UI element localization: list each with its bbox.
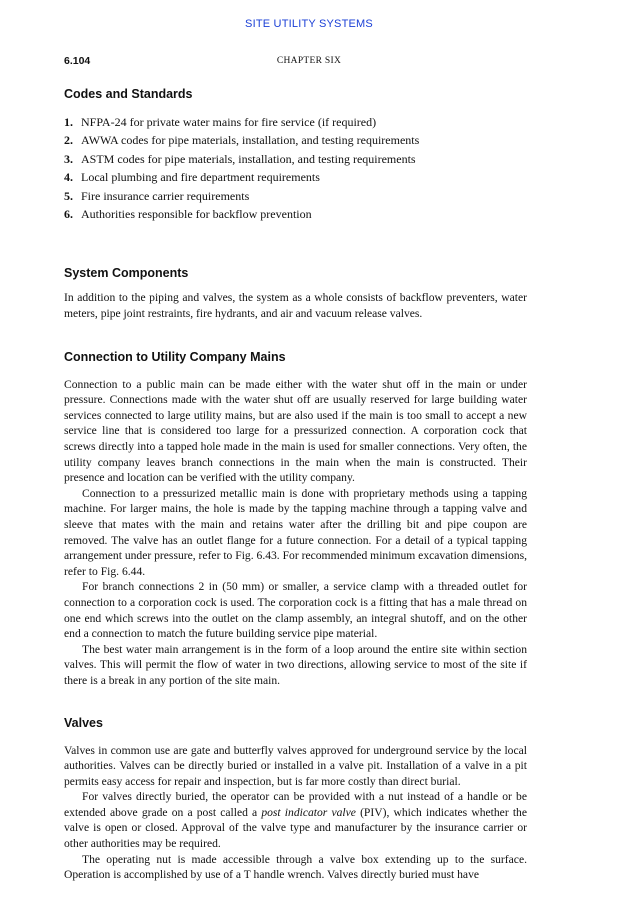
list-number: 5. — [64, 188, 73, 203]
section-heading: Valves — [64, 715, 103, 730]
chapter-label: CHAPTER SIX — [276, 56, 342, 66]
list-number: 3. — [64, 151, 73, 166]
codes-list — [64, 113, 527, 223]
list-text: Local plumbing and fire department requirements — [81, 170, 320, 185]
list-text: Fire insurance carrier requirements — [81, 188, 250, 203]
section-heading: Codes and Standards — [64, 87, 193, 101]
section-codes — [64, 86, 527, 223]
list-text: NFPA-24 for private water mains for fire service (if required) — [81, 115, 377, 129]
list-item — [64, 168, 527, 186]
list-item — [64, 150, 527, 168]
page-number: 6.104 — [64, 55, 91, 67]
section-valves — [64, 715, 527, 883]
paragraph: In addition to the piping and valves, the system as a whole consists of backflow preventers, water meters, pipe joint restraints, fire hydrants, and air and vacuum release valves. — [64, 291, 527, 321]
list-item — [64, 131, 527, 149]
section-connection — [64, 349, 527, 689]
list-number: 2. — [64, 133, 73, 148]
list-item — [64, 205, 527, 223]
section-heading: Connection to Utility Company Mains — [64, 349, 286, 364]
list-number: 1. — [64, 115, 73, 129]
paragraph: Connection to a pressurized metallic main is done with proprietary methods using a tapping machine. For larger mains, the hole is made by the tapping machine through a tapping valve and sleeve that mates with the main and retains water after the drilling bit and pipe coupon are removed. The valve has an outlet flange for a future connection. For a detail of a typical tapping arrangement under pressure, refer to Fig. 6.43. For recommended minimum excavation dimensions, refer to Fig. 6.44. — [64, 486, 527, 578]
running-header: SITE UTILITY SYSTEMS — [245, 18, 373, 30]
section-heading: System Components — [64, 266, 189, 281]
italic-term: post indicator valve — [261, 805, 356, 819]
section-components — [64, 265, 527, 321]
paragraph — [64, 789, 527, 851]
list-item — [64, 113, 527, 131]
page-content — [64, 86, 527, 883]
list-text: AWWA codes for pipe materials, installation, and testing requirements — [81, 133, 420, 148]
text-run: For valves directly buried, the operator can be provided with a nut instead of a handle or be extended above grade on a post called a — [64, 790, 527, 819]
paragraph: The operating nut is made accessible through a valve box extending up to the surface. Operation is accomplished by use of a T handle wrench. Valves directly buried must have — [64, 852, 527, 882]
paragraph: Valves in common use are gate and butterfly valves approved for underground service by the local authorities. Valves can be directly buried or installed in a valve pit. Installation of a valve in a pit permits easy access for repair and inspection, but is far more costly than direct burial. — [64, 743, 527, 788]
paragraph: For branch connections 2 in (50 mm) or smaller, a service clamp with a threaded outlet for connection to a corporation cock is used. The corporation cock is a fitting that has a male thread on one end which screws into the outlet on the clamp assembly, an integral shutoff, and on the other end a connection to match the future building service pipe material. — [64, 580, 527, 641]
list-text: Authorities responsible for backflow prevention — [81, 207, 312, 222]
text-run: (PIV), which indicates whether the valve is open or closed. Approval of the valve type and manufacturer by the insurance carrier or other authorities may be required. — [64, 805, 527, 851]
list-item — [64, 187, 527, 205]
paragraph: Connection to a public main can be made either with the water shut off in the main or under pressure. Connections made with the water shut off are usually reserved for large building water services connected to large utility mains, but are also used if the main is too small to accept a new service line that is considered too large for a pressurized connection. A corporation cock that screws directly into a tapped hole made in the main is used for smaller connections. Very often, the utility company leaves branch connections in the main when the main is constructed. Their presence and location can be verified with the utility company. — [64, 377, 527, 485]
paragraph: The best water main arrangement is in the form of a loop around the entire site within section valves. This will permit the flow of water in two directions, allowing service to most of the site if there is a break in any portion of the site main. — [64, 642, 527, 687]
list-text: ASTM codes for pipe materials, installation, and testing requirements — [81, 151, 416, 166]
list-number: 4. — [64, 170, 73, 185]
list-number: 6. — [64, 207, 73, 222]
